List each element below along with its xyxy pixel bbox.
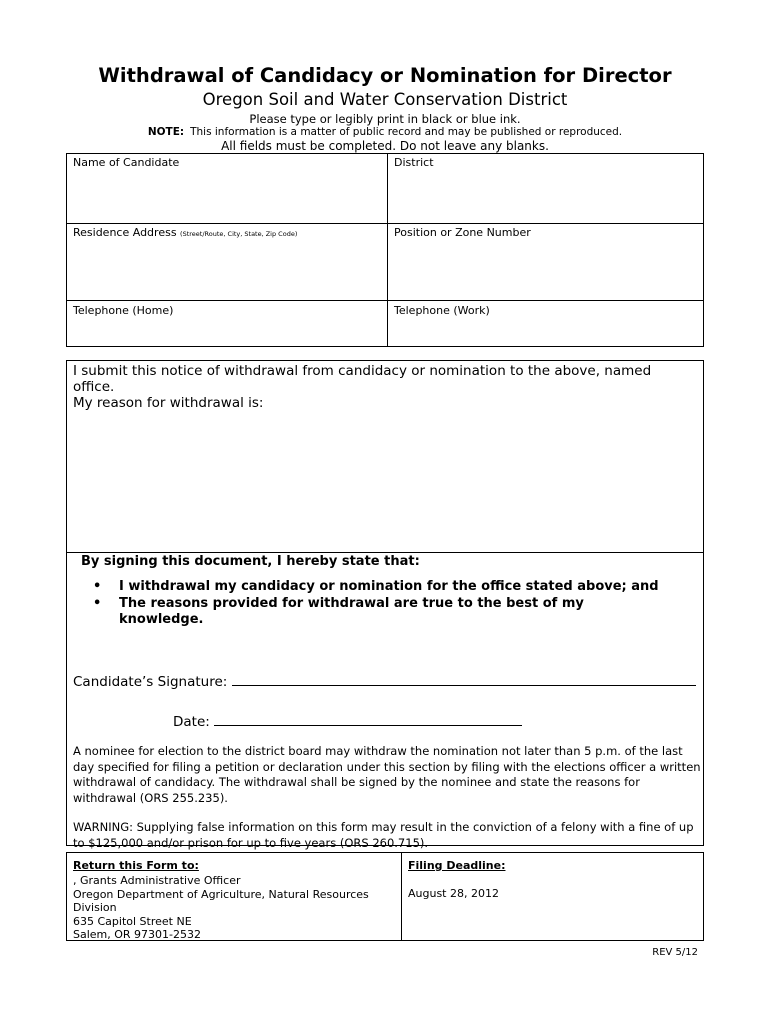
form-subtitle: Oregon Soil and Water Conservation District [202,90,568,109]
date-line[interactable] [214,713,522,726]
nominee-rule-paragraph: A nominee for election to the district board may withdraw the nomination not later than 5 p.m. of the last day specified for filing a petition or declaration under this section by filing with the elections officer a written withdrawal of candidacy. The withdrawal shall be signed by the nominee and state the reasons for withdrawal (ORS 255.235). [73,744,701,805]
statement-bullet-2: • The reasons provided for withdrawal are true to the best of my knowledge. [91,596,671,629]
return-address [73,874,391,942]
submit-notice-text: I submit this notice of withdrawal from candidacy or nomination to the above, named office. [73,363,652,395]
form-title: Withdrawal of Candidacy or Nomination for Director [98,64,672,87]
return-filing-table [66,852,704,941]
withdrawal-section [66,360,704,850]
name-of-candidate-field[interactable]: Name of Candidate [73,156,180,169]
note-text: This information is a matter of public record and may be published or reproduced. [190,126,623,138]
note-label: NOTE: [147,126,185,138]
telephone-home-field[interactable]: Telephone (Home) [73,304,174,317]
info-row-divider-1 [67,223,703,224]
filing-deadline-date: August 28, 2012 [408,887,499,900]
signing-statement-list [91,579,671,629]
return-table-divider [401,853,402,940]
withdrawal-statement [73,363,693,411]
statement-bullet-1: • I withdrawal my candidacy or nomination for the office stated above; and [91,579,671,596]
return-line-street: 635 Capitol Street NE [73,914,192,928]
warning-paragraph: WARNING: Supplying false information on this form may result in the conviction of a felony with a fine of up to $125,000 and/or prison for up to five years (ORS 260.715). [73,820,694,850]
all-fields-notice: All fields must be completed. Do not leave any blanks. [221,139,549,153]
return-line-department: Oregon Department of Agriculture, Natural Resources Division [73,887,369,914]
residence-address-field[interactable] [73,226,297,239]
position-zone-field[interactable]: Position or Zone Number [394,226,531,239]
return-heading: Return this Form to: [73,859,199,872]
residence-address-label: Residence Address [73,226,177,239]
candidate-info-table [66,153,704,347]
reason-divider [67,552,703,553]
return-line-city: Salem, OR 97301-2532 [73,928,202,941]
telephone-work-field[interactable]: Telephone (Work) [394,304,490,317]
date-field[interactable] [173,713,522,730]
signing-statement-title: By signing this document, I hereby state that: [81,554,420,569]
candidate-signature-field[interactable] [73,673,696,690]
revision-label: REV 5/12 [652,947,698,958]
filing-deadline-heading: Filing Deadline: [408,859,506,872]
signature-label: Candidate’s Signature: [73,674,228,690]
reason-for-withdrawal-field[interactable]: My reason for withdrawal is: [73,395,264,411]
signature-line[interactable] [232,673,696,686]
residence-address-hint: (Street/Route, City, State, Zip Code) [180,230,298,238]
return-line-officer: , Grants Administrative Officer [73,874,241,887]
info-table-divider [387,154,388,346]
date-label: Date: [173,714,210,730]
ink-instruction: Please type or legibly print in black or blue ink. [249,112,521,126]
public-record-note [0,126,770,138]
info-row-divider-2 [67,300,703,301]
district-field[interactable]: District [394,156,434,169]
